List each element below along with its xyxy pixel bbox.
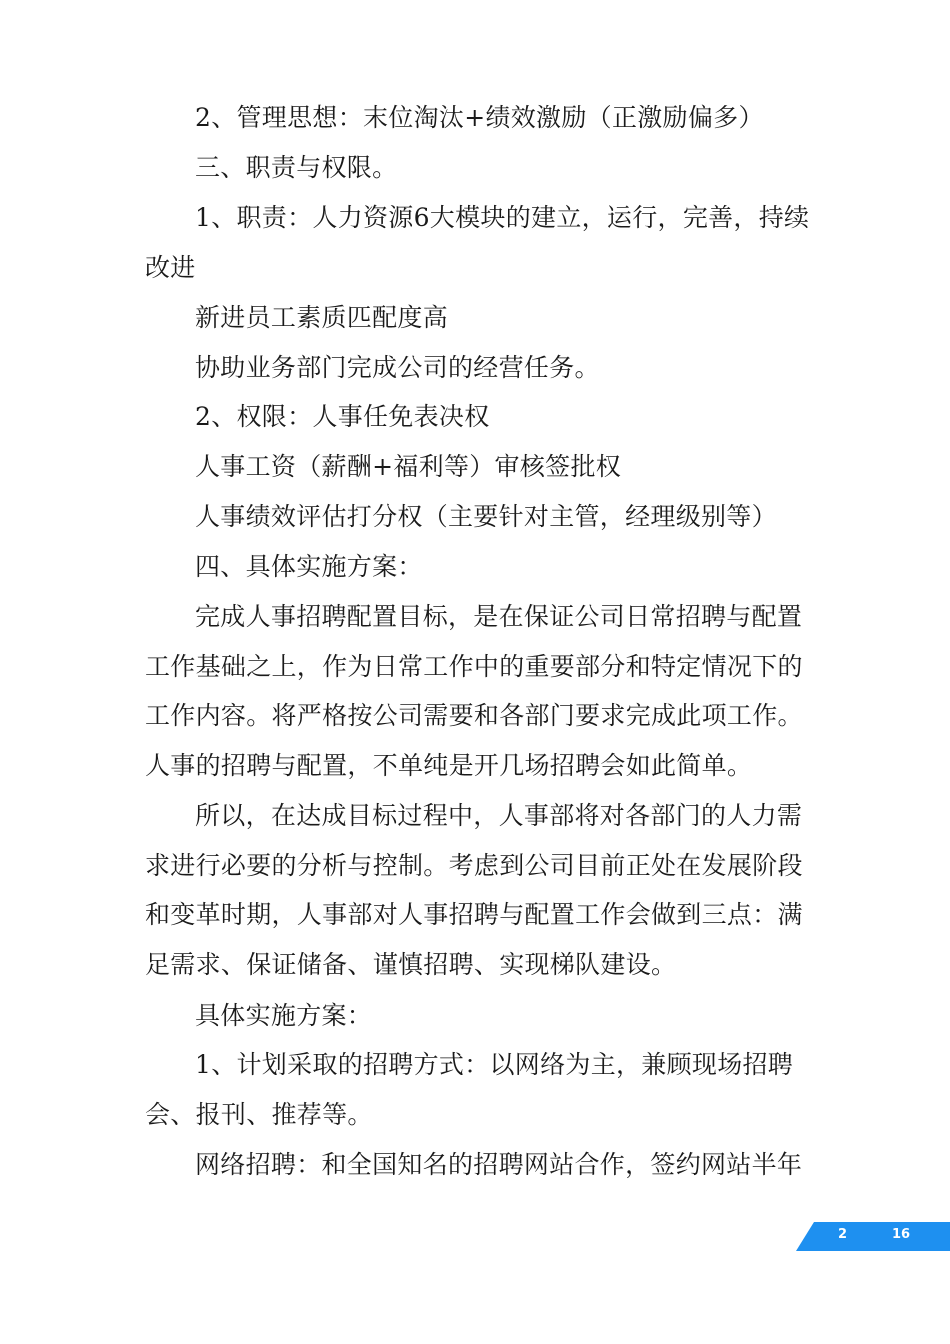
paragraph: 人事工资（薪酬+福利等）审核签批权 <box>195 452 622 481</box>
total-pages-number: 16 <box>892 1227 911 1242</box>
paragraph: 1、职责：人力资源6大模块的建立，运行，完善，持续改进 <box>145 203 810 282</box>
page-badge-shape <box>796 1222 950 1251</box>
paragraph: 四、具体实施方案： <box>195 552 423 581</box>
paragraph: 协助业务部门完成公司的经营任务。 <box>195 353 600 382</box>
current-page-number: 2 <box>838 1227 848 1242</box>
paragraph: 三、职责与权限。 <box>195 153 398 182</box>
paragraph: 2、管理思想：末位淘汰+绩效激励（正激励偏多） <box>195 103 764 132</box>
paragraph: 人事绩效评估打分权（主要针对主管，经理级别等） <box>195 502 777 531</box>
paragraph: 网络招聘：和全国知名的招聘网站合作，签约网站半年 <box>195 1150 803 1179</box>
paragraph: 完成人事招聘配置目标，是在保证公司日常招聘与配置工作基础之上，作为日常工作中的重要部分和特定情况下的工作内容。将严格按公司需要和各部门要求完成此项工作。人事的招聘与配置，不单纯是开几场招聘会如此简单。 <box>145 602 803 780</box>
paragraph: 具体实施方案： <box>195 1001 373 1030</box>
page-number-badge <box>796 1222 950 1251</box>
paragraph: 1、计划采取的招聘方式：以网络为主，兼顾现场招聘会、报刊、推荐等。 <box>145 1050 794 1129</box>
paragraph: 新进员工素质匹配度高 <box>195 303 449 332</box>
paragraph: 2、权限：人事任免表决权 <box>195 402 490 431</box>
paragraph: 所以，在达成目标过程中，人事部将对各部门的人力需求进行必要的分析与控制。考虑到公司目前正处在发展阶段和变革时期，人事部对人事招聘与配置工作会做到三点：满足需求、保证储备、谨慎招聘、实现梯队建设。 <box>145 801 803 979</box>
